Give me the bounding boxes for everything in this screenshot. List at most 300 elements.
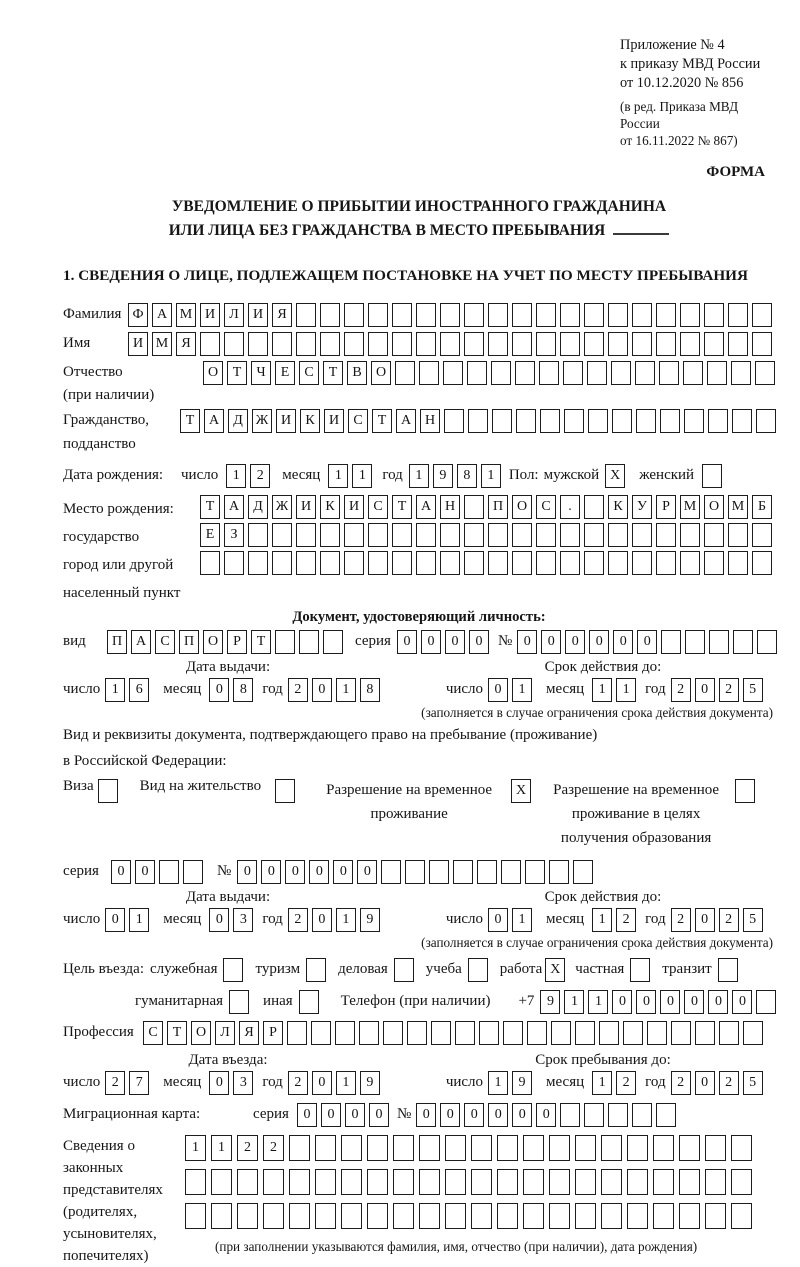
char-cell[interactable] (185, 1169, 206, 1195)
char-cell[interactable] (455, 1021, 475, 1045)
char-cell[interactable]: А (416, 495, 436, 519)
char-cell[interactable] (679, 1135, 700, 1161)
char-cell[interactable]: 0 (464, 1103, 484, 1127)
char-cell[interactable] (444, 409, 464, 433)
char-cell[interactable] (248, 332, 268, 356)
char-cell[interactable] (419, 1135, 440, 1161)
char-cell[interactable] (560, 551, 580, 575)
char-cell[interactable] (315, 1203, 336, 1229)
char-cell[interactable] (287, 1021, 307, 1045)
char-cell[interactable]: А (224, 495, 244, 519)
char-cell[interactable]: 1 (105, 678, 125, 702)
char-cell[interactable] (584, 1103, 604, 1127)
char-cell[interactable]: 0 (237, 860, 257, 884)
char-cell[interactable] (632, 551, 652, 575)
char-cell[interactable] (679, 1203, 700, 1229)
char-cell[interactable] (719, 1021, 739, 1045)
char-cell[interactable] (419, 1169, 440, 1195)
char-cell[interactable]: . (560, 495, 580, 519)
char-cell[interactable] (525, 860, 545, 884)
char-cell[interactable] (445, 1135, 466, 1161)
char-cell[interactable] (560, 1103, 580, 1127)
char-cell[interactable]: Р (227, 630, 247, 654)
char-cell[interactable]: С (155, 630, 175, 654)
char-cell[interactable] (320, 303, 340, 327)
char-cell[interactable] (497, 1169, 518, 1195)
char-cell[interactable] (367, 1169, 388, 1195)
char-cell[interactable] (471, 1169, 492, 1195)
char-cell[interactable]: Н (440, 495, 460, 519)
char-cell[interactable] (344, 551, 364, 575)
char-cell[interactable] (549, 860, 569, 884)
char-cell[interactable] (393, 1203, 414, 1229)
char-cell[interactable] (584, 523, 604, 547)
char-cell[interactable] (296, 523, 316, 547)
char-cell[interactable] (272, 523, 292, 547)
char-cell[interactable] (296, 332, 316, 356)
char-cell[interactable] (679, 1169, 700, 1195)
char-cell[interactable] (680, 523, 700, 547)
char-cell[interactable]: Л (215, 1021, 235, 1045)
char-cell[interactable] (392, 303, 412, 327)
char-cell[interactable] (488, 551, 508, 575)
char-cell[interactable] (536, 303, 556, 327)
char-cell[interactable] (393, 1135, 414, 1161)
char-cell[interactable]: Л (224, 303, 244, 327)
char-cell[interactable]: 0 (312, 908, 332, 932)
char-cell[interactable]: 0 (209, 908, 229, 932)
char-cell[interactable] (467, 361, 487, 385)
char-cell[interactable]: С (143, 1021, 163, 1045)
char-cell[interactable]: Т (180, 409, 200, 433)
char-cell[interactable] (344, 332, 364, 356)
char-cell[interactable] (464, 523, 484, 547)
char-cell[interactable] (492, 409, 512, 433)
char-cell[interactable] (627, 1169, 648, 1195)
temp-residence-checkbox[interactable]: X (511, 779, 531, 803)
char-cell[interactable] (315, 1135, 336, 1161)
char-cell[interactable]: 0 (708, 990, 728, 1014)
char-cell[interactable]: В (347, 361, 367, 385)
char-cell[interactable] (756, 990, 776, 1014)
char-cell[interactable] (440, 523, 460, 547)
char-cell[interactable] (211, 1203, 232, 1229)
char-cell[interactable] (512, 523, 532, 547)
char-cell[interactable]: З (224, 523, 244, 547)
char-cell[interactable] (563, 361, 583, 385)
char-cell[interactable] (588, 409, 608, 433)
char-cell[interactable] (733, 630, 753, 654)
char-cell[interactable]: А (204, 409, 224, 433)
char-cell[interactable] (272, 551, 292, 575)
char-cell[interactable] (523, 1169, 544, 1195)
char-cell[interactable] (471, 1135, 492, 1161)
char-cell[interactable] (704, 523, 724, 547)
char-cell[interactable]: Т (200, 495, 220, 519)
char-cell[interactable] (601, 1203, 622, 1229)
char-cell[interactable]: 0 (636, 990, 656, 1014)
char-cell[interactable]: С (536, 495, 556, 519)
char-cell[interactable]: 0 (613, 630, 633, 654)
char-cell[interactable]: А (152, 303, 172, 327)
char-cell[interactable]: К (300, 409, 320, 433)
visa-checkbox[interactable] (98, 779, 118, 803)
char-cell[interactable]: С (299, 361, 319, 385)
char-cell[interactable]: И (200, 303, 220, 327)
char-cell[interactable] (564, 409, 584, 433)
char-cell[interactable]: 5 (743, 908, 763, 932)
char-cell[interactable]: О (203, 361, 223, 385)
char-cell[interactable] (611, 361, 631, 385)
char-cell[interactable] (608, 523, 628, 547)
char-cell[interactable] (512, 332, 532, 356)
char-cell[interactable] (416, 303, 436, 327)
char-cell[interactable] (367, 1203, 388, 1229)
char-cell[interactable]: 0 (345, 1103, 365, 1127)
char-cell[interactable] (464, 303, 484, 327)
char-cell[interactable] (755, 361, 775, 385)
char-cell[interactable] (183, 860, 203, 884)
char-cell[interactable] (549, 1203, 570, 1229)
char-cell[interactable] (272, 332, 292, 356)
char-cell[interactable] (683, 361, 703, 385)
char-cell[interactable] (632, 332, 652, 356)
char-cell[interactable] (275, 630, 295, 654)
char-cell[interactable] (732, 409, 752, 433)
char-cell[interactable]: О (371, 361, 391, 385)
char-cell[interactable]: 6 (129, 678, 149, 702)
char-cell[interactable]: 1 (352, 464, 372, 488)
char-cell[interactable] (381, 860, 401, 884)
char-cell[interactable]: 0 (312, 1071, 332, 1095)
char-cell[interactable] (289, 1203, 310, 1229)
char-cell[interactable] (368, 523, 388, 547)
char-cell[interactable]: Т (392, 495, 412, 519)
char-cell[interactable]: Т (227, 361, 247, 385)
char-cell[interactable] (523, 1135, 544, 1161)
char-cell[interactable]: 2 (288, 908, 308, 932)
char-cell[interactable]: М (152, 332, 172, 356)
char-cell[interactable] (159, 860, 179, 884)
char-cell[interactable] (584, 303, 604, 327)
char-cell[interactable]: 2 (288, 678, 308, 702)
temp-residence-education-checkbox[interactable] (735, 779, 755, 803)
char-cell[interactable] (705, 1135, 726, 1161)
char-cell[interactable]: 2 (719, 678, 739, 702)
char-cell[interactable] (653, 1135, 674, 1161)
char-cell[interactable] (320, 332, 340, 356)
char-cell[interactable] (728, 332, 748, 356)
char-cell[interactable] (395, 361, 415, 385)
char-cell[interactable]: 7 (129, 1071, 149, 1095)
char-cell[interactable]: 1 (226, 464, 246, 488)
char-cell[interactable]: 2 (288, 1071, 308, 1095)
sex-male-checkbox[interactable]: X (605, 464, 625, 488)
char-cell[interactable] (601, 1135, 622, 1161)
char-cell[interactable]: 0 (421, 630, 441, 654)
char-cell[interactable] (573, 860, 593, 884)
char-cell[interactable] (344, 523, 364, 547)
char-cell[interactable] (704, 303, 724, 327)
char-cell[interactable] (488, 332, 508, 356)
char-cell[interactable]: М (680, 495, 700, 519)
char-cell[interactable]: 0 (517, 630, 537, 654)
char-cell[interactable] (431, 1021, 451, 1045)
char-cell[interactable]: К (320, 495, 340, 519)
char-cell[interactable] (416, 523, 436, 547)
char-cell[interactable]: 5 (743, 678, 763, 702)
char-cell[interactable]: 3 (233, 908, 253, 932)
char-cell[interactable]: 2 (237, 1135, 258, 1161)
char-cell[interactable] (296, 551, 316, 575)
char-cell[interactable] (419, 361, 439, 385)
char-cell[interactable] (429, 860, 449, 884)
char-cell[interactable] (383, 1021, 403, 1045)
char-cell[interactable]: 0 (695, 1071, 715, 1095)
char-cell[interactable] (200, 551, 220, 575)
char-cell[interactable] (599, 1021, 619, 1045)
char-cell[interactable]: Я (176, 332, 196, 356)
char-cell[interactable] (728, 303, 748, 327)
char-cell[interactable] (263, 1203, 284, 1229)
char-cell[interactable] (656, 303, 676, 327)
char-cell[interactable] (632, 1103, 652, 1127)
char-cell[interactable]: Б (752, 495, 772, 519)
char-cell[interactable]: 1 (588, 990, 608, 1014)
char-cell[interactable]: 0 (637, 630, 657, 654)
char-cell[interactable] (392, 551, 412, 575)
char-cell[interactable]: 0 (285, 860, 305, 884)
char-cell[interactable]: 0 (589, 630, 609, 654)
char-cell[interactable]: 2 (616, 908, 636, 932)
char-cell[interactable] (540, 409, 560, 433)
char-cell[interactable] (323, 630, 343, 654)
tourism-checkbox[interactable] (306, 958, 326, 982)
char-cell[interactable]: 0 (397, 630, 417, 654)
char-cell[interactable] (471, 1203, 492, 1229)
char-cell[interactable]: 1 (481, 464, 501, 488)
char-cell[interactable] (671, 1021, 691, 1045)
char-cell[interactable]: Ф (128, 303, 148, 327)
char-cell[interactable] (440, 303, 460, 327)
char-cell[interactable] (440, 551, 460, 575)
char-cell[interactable]: 5 (743, 1071, 763, 1095)
char-cell[interactable] (731, 1135, 752, 1161)
char-cell[interactable]: 1 (328, 464, 348, 488)
char-cell[interactable]: 0 (488, 908, 508, 932)
char-cell[interactable] (743, 1021, 763, 1045)
char-cell[interactable]: Ж (252, 409, 272, 433)
char-cell[interactable] (627, 1135, 648, 1161)
char-cell[interactable] (512, 551, 532, 575)
char-cell[interactable] (731, 1203, 752, 1229)
char-cell[interactable] (659, 361, 679, 385)
char-cell[interactable]: Д (228, 409, 248, 433)
char-cell[interactable]: 9 (360, 908, 380, 932)
char-cell[interactable] (248, 551, 268, 575)
char-cell[interactable]: А (131, 630, 151, 654)
char-cell[interactable]: 9 (360, 1071, 380, 1095)
char-cell[interactable] (575, 1135, 596, 1161)
char-cell[interactable]: И (128, 332, 148, 356)
char-cell[interactable] (731, 1169, 752, 1195)
char-cell[interactable] (756, 409, 776, 433)
char-cell[interactable]: Я (272, 303, 292, 327)
char-cell[interactable] (320, 551, 340, 575)
char-cell[interactable]: Е (275, 361, 295, 385)
char-cell[interactable]: 1 (512, 678, 532, 702)
char-cell[interactable] (311, 1021, 331, 1045)
transit-checkbox[interactable] (718, 958, 738, 982)
char-cell[interactable] (608, 551, 628, 575)
char-cell[interactable]: 1 (185, 1135, 206, 1161)
char-cell[interactable] (491, 361, 511, 385)
char-cell[interactable] (237, 1203, 258, 1229)
char-cell[interactable] (407, 1021, 427, 1045)
char-cell[interactable]: 0 (732, 990, 752, 1014)
char-cell[interactable] (728, 551, 748, 575)
char-cell[interactable]: 8 (233, 678, 253, 702)
char-cell[interactable] (660, 409, 680, 433)
char-cell[interactable] (752, 523, 772, 547)
char-cell[interactable]: Р (656, 495, 676, 519)
char-cell[interactable]: 1 (211, 1135, 232, 1161)
char-cell[interactable] (661, 630, 681, 654)
char-cell[interactable]: 8 (360, 678, 380, 702)
char-cell[interactable]: 1 (336, 1071, 356, 1095)
char-cell[interactable]: О (512, 495, 532, 519)
private-checkbox[interactable] (630, 958, 650, 982)
char-cell[interactable] (296, 303, 316, 327)
char-cell[interactable] (289, 1169, 310, 1195)
char-cell[interactable] (612, 409, 632, 433)
char-cell[interactable]: 0 (135, 860, 155, 884)
char-cell[interactable] (647, 1021, 667, 1045)
char-cell[interactable]: 0 (261, 860, 281, 884)
char-cell[interactable]: 3 (233, 1071, 253, 1095)
char-cell[interactable]: 1 (129, 908, 149, 932)
char-cell[interactable] (515, 361, 535, 385)
char-cell[interactable] (539, 361, 559, 385)
char-cell[interactable] (368, 551, 388, 575)
char-cell[interactable]: 0 (333, 860, 353, 884)
char-cell[interactable]: Т (323, 361, 343, 385)
char-cell[interactable]: 2 (671, 1071, 691, 1095)
char-cell[interactable] (627, 1203, 648, 1229)
char-cell[interactable]: И (248, 303, 268, 327)
char-cell[interactable] (680, 303, 700, 327)
char-cell[interactable]: И (276, 409, 296, 433)
char-cell[interactable] (503, 1021, 523, 1045)
char-cell[interactable] (393, 1169, 414, 1195)
char-cell[interactable] (587, 361, 607, 385)
char-cell[interactable] (608, 332, 628, 356)
other-checkbox[interactable] (299, 990, 319, 1014)
char-cell[interactable] (497, 1135, 518, 1161)
char-cell[interactable] (185, 1203, 206, 1229)
char-cell[interactable]: 0 (536, 1103, 556, 1127)
char-cell[interactable] (560, 523, 580, 547)
char-cell[interactable] (497, 1203, 518, 1229)
char-cell[interactable] (757, 630, 777, 654)
char-cell[interactable]: И (324, 409, 344, 433)
char-cell[interactable]: 2 (105, 1071, 125, 1095)
char-cell[interactable] (416, 551, 436, 575)
char-cell[interactable] (623, 1021, 643, 1045)
char-cell[interactable]: 1 (336, 908, 356, 932)
char-cell[interactable]: 1 (336, 678, 356, 702)
char-cell[interactable]: П (488, 495, 508, 519)
char-cell[interactable] (523, 1203, 544, 1229)
char-cell[interactable]: О (203, 630, 223, 654)
char-cell[interactable]: 1 (592, 1071, 612, 1095)
char-cell[interactable]: 0 (309, 860, 329, 884)
char-cell[interactable] (464, 332, 484, 356)
char-cell[interactable]: 2 (250, 464, 270, 488)
char-cell[interactable] (636, 409, 656, 433)
char-cell[interactable] (299, 630, 319, 654)
char-cell[interactable] (359, 1021, 379, 1045)
char-cell[interactable] (684, 409, 704, 433)
char-cell[interactable] (320, 523, 340, 547)
char-cell[interactable] (516, 409, 536, 433)
char-cell[interactable]: Т (372, 409, 392, 433)
char-cell[interactable] (728, 523, 748, 547)
char-cell[interactable]: 2 (671, 908, 691, 932)
char-cell[interactable]: И (344, 495, 364, 519)
char-cell[interactable] (560, 332, 580, 356)
char-cell[interactable]: 0 (684, 990, 704, 1014)
char-cell[interactable] (705, 1203, 726, 1229)
char-cell[interactable]: 0 (541, 630, 561, 654)
char-cell[interactable] (584, 495, 604, 519)
char-cell[interactable] (632, 523, 652, 547)
char-cell[interactable] (752, 303, 772, 327)
char-cell[interactable] (512, 303, 532, 327)
char-cell[interactable]: О (191, 1021, 211, 1045)
char-cell[interactable] (341, 1135, 362, 1161)
char-cell[interactable]: Ж (272, 495, 292, 519)
char-cell[interactable] (551, 1021, 571, 1045)
char-cell[interactable]: 0 (488, 1103, 508, 1127)
char-cell[interactable] (464, 551, 484, 575)
char-cell[interactable] (479, 1021, 499, 1045)
work-checkbox[interactable]: X (545, 958, 565, 982)
char-cell[interactable]: 1 (592, 678, 612, 702)
humanitarian-checkbox[interactable] (229, 990, 249, 1014)
char-cell[interactable] (704, 332, 724, 356)
official-checkbox[interactable] (223, 958, 243, 982)
char-cell[interactable]: Р (263, 1021, 283, 1045)
char-cell[interactable]: У (632, 495, 652, 519)
residence-permit-checkbox[interactable] (275, 779, 295, 803)
char-cell[interactable]: К (608, 495, 628, 519)
char-cell[interactable]: 1 (512, 908, 532, 932)
char-cell[interactable] (536, 332, 556, 356)
char-cell[interactable] (341, 1203, 362, 1229)
char-cell[interactable] (653, 1169, 674, 1195)
char-cell[interactable] (211, 1169, 232, 1195)
char-cell[interactable]: М (728, 495, 748, 519)
char-cell[interactable] (527, 1021, 547, 1045)
char-cell[interactable] (445, 1203, 466, 1229)
char-cell[interactable] (680, 551, 700, 575)
char-cell[interactable]: 9 (512, 1071, 532, 1095)
char-cell[interactable]: И (296, 495, 316, 519)
char-cell[interactable] (601, 1169, 622, 1195)
char-cell[interactable]: 0 (416, 1103, 436, 1127)
char-cell[interactable] (344, 303, 364, 327)
